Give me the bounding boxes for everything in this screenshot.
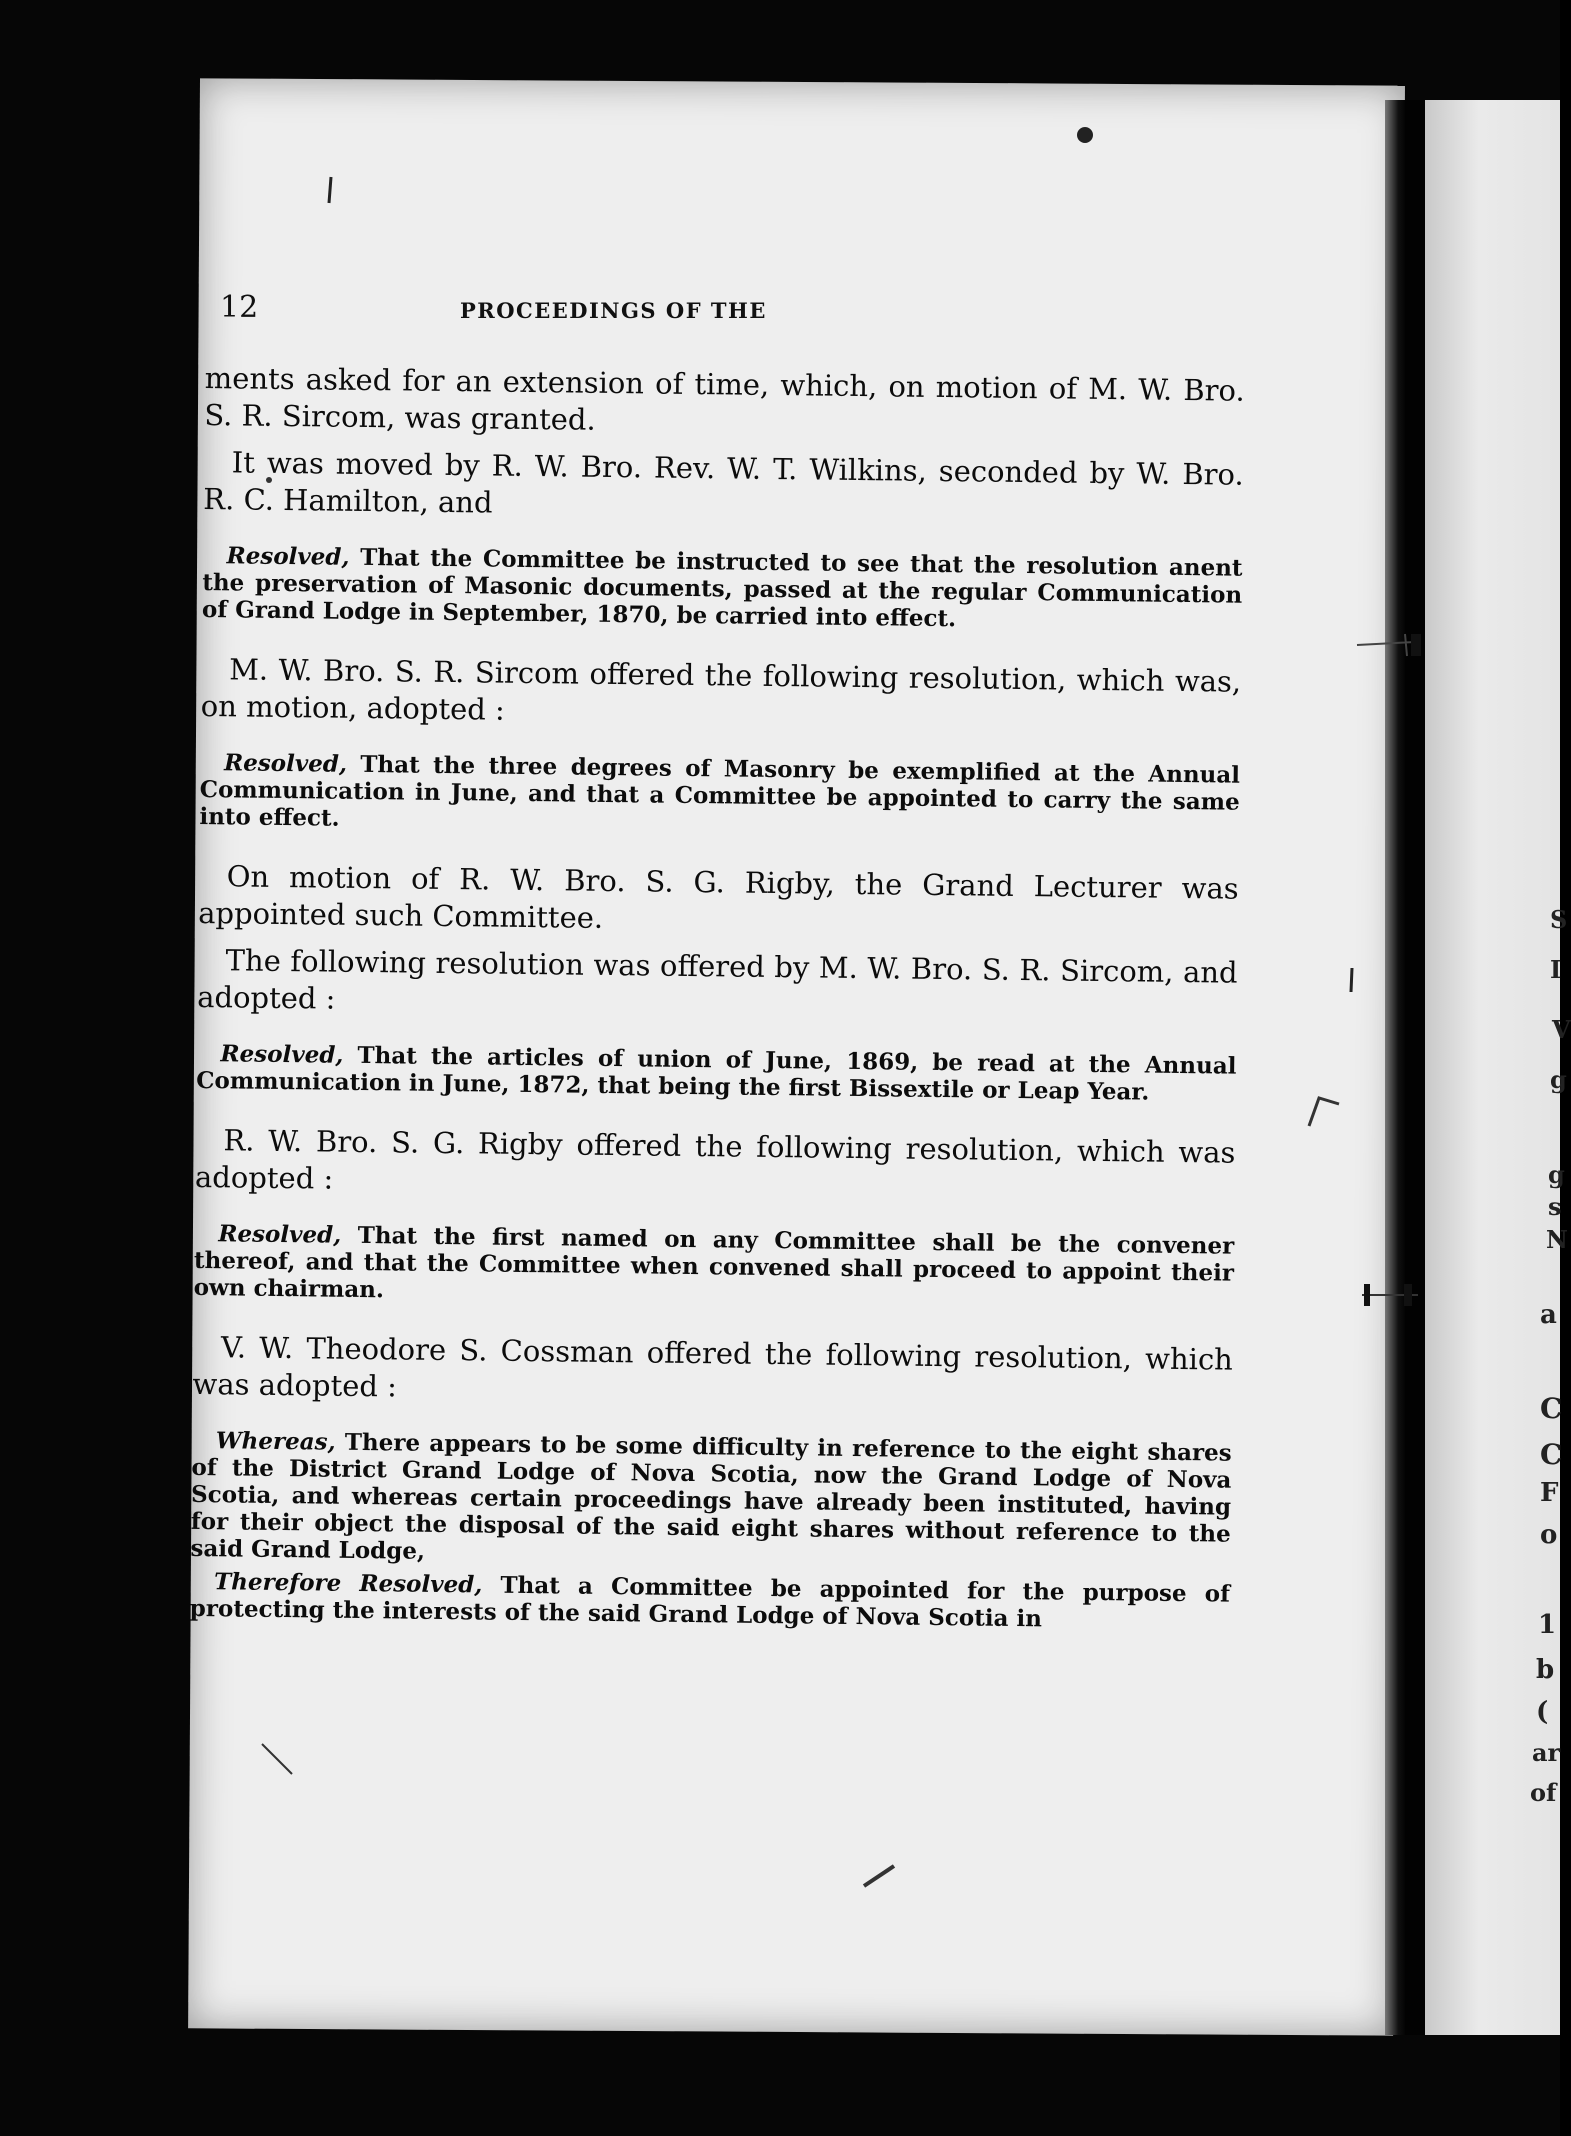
facing-fragment: V	[1552, 1015, 1571, 1044]
facing-fragment: g	[1550, 1065, 1567, 1094]
paragraph: R. W. Bro. S. G. Rigby offered the following resolution, which was adopted :	[194, 1123, 1236, 1196]
facing-fragment: (	[1536, 1697, 1549, 1727]
facing-fragment: F	[1540, 1478, 1559, 1508]
paragraph: ments asked for an extension of time, which, on motion of M. W. Bro. S. R. Sircom, was granted.	[204, 360, 1245, 437]
facing-fragment: S	[1550, 905, 1568, 934]
facing-fragment: b	[1536, 1655, 1555, 1685]
paragraph: It was moved by R. W. Bro. Rev. W. T. Wilkins, seconded by W. Bro. R. C. Hamilton, and	[203, 445, 1244, 520]
resolution-text: That the articles of union of June, 1869, be read at the Annual Communication in June, 1872, that being the first Bissextile or Leap Year.	[196, 1041, 1237, 1106]
ink-mark	[1305, 1090, 1345, 1130]
resolution-lead: Therefore Resolved,	[213, 1568, 483, 1599]
facing-fragment: C	[1540, 1392, 1563, 1425]
ink-mark	[258, 1740, 298, 1780]
resolution-text: There appears to be some difficulty in reference to the eight shares of the District Grand Lodge of Nova Scotia, now the Grand Lodge of Nova Scotia, and whereas certain proceedings have already been instituted, having for their object the disposal of the said eight shares without reference to the said Grand Lodge,	[190, 1428, 1232, 1565]
gutter-shadow	[1385, 100, 1407, 2035]
resolution-lead: Resolved,	[226, 542, 350, 571]
facing-fragment: of	[1530, 1778, 1557, 1807]
paragraph: V. W. Theodore S. Cossman offered the following resolution, which was adopted :	[192, 1330, 1234, 1404]
ink-speck	[1070, 120, 1100, 150]
page-header	[220, 290, 1230, 330]
resolution	[190, 1427, 1232, 1575]
facing-fragment: I	[1550, 955, 1562, 984]
facing-fragment: 1	[1538, 1610, 1557, 1640]
facing-fragment: N	[1546, 1225, 1568, 1254]
resolution-lead: Resolved,	[220, 1040, 344, 1069]
resolution	[196, 1040, 1237, 1107]
resolution	[190, 1568, 1231, 1635]
paragraph: On motion of R. W. Bro. S. G. Rigby, the Grand Lecturer was appointed such Committee.	[198, 859, 1239, 935]
ink-mark	[325, 175, 337, 205]
facing-fragment: g	[1548, 1160, 1565, 1189]
resolution-text: That a Committee be appointed for the purpose of protecting the interests of the said Grand Lodge of Nova Scotia in	[189, 1571, 1231, 1633]
resolution	[199, 749, 1240, 843]
book-spine	[1405, 100, 1425, 2035]
ink-mark	[860, 1860, 900, 1890]
paragraph: The following resolution was offered by M. W. Bro. S. R. Sircom, and adopted :	[197, 943, 1238, 1016]
facing-fragment: ar	[1532, 1738, 1561, 1767]
resolution-text: That the first named on any Committee shall be the convener thereof, and that the Committee when convened shall proceed to appoint their own chairman.	[193, 1221, 1235, 1304]
resolution	[202, 542, 1243, 636]
facing-fragment: a	[1540, 1300, 1557, 1330]
ink-mark	[1355, 630, 1425, 660]
resolution	[194, 1220, 1235, 1314]
page-body	[189, 360, 1245, 1663]
facing-fragment: s	[1548, 1192, 1562, 1221]
ink-mark	[1360, 1280, 1420, 1310]
resolution-lead: Whereas,	[215, 1427, 336, 1456]
resolution-lead: Resolved,	[223, 749, 348, 778]
facing-fragment: o	[1540, 1520, 1558, 1550]
facing-fragment: C	[1540, 1438, 1563, 1471]
resolution-text: That the Committee be instructed to see that the resolution anent the preservation of Masonic documents, passed at the regular Communication of Grand Lodge in September, 1870, be carried into effect.	[201, 543, 1243, 633]
page-number: 12	[220, 290, 259, 325]
resolution-text: That the three degrees of Masonry be exemplified at the Annual Communication in June, and that a Committee be appointed to carry the same into effect.	[199, 750, 1241, 832]
running-head: PROCEEDINGS OF THE	[460, 298, 767, 323]
ink-mark	[1345, 965, 1359, 995]
paragraph: M. W. Bro. S. R. Sircom offered the following resolution, which was, on motion, adopted :	[200, 652, 1242, 727]
resolution-lead: Resolved,	[218, 1220, 342, 1249]
